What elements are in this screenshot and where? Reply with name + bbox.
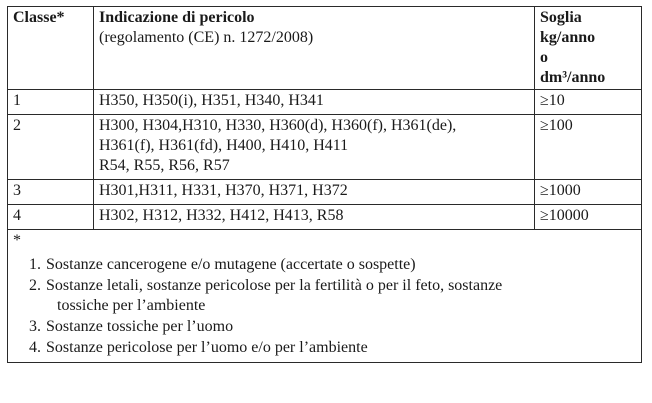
row-soglia: ≥10 <box>535 90 642 115</box>
hazard-code-line: H350, H350(i), H351, H340, H341 <box>99 92 324 109</box>
table-row <box>8 205 642 230</box>
table-row <box>8 90 642 115</box>
footnote-number: 4. <box>29 339 41 356</box>
header-indicazione <box>94 7 535 90</box>
footnote-item <box>13 276 637 316</box>
footnote-text: Sostanze pericolose per l’uomo e/o per l’ambiente <box>46 339 368 356</box>
footnote-text: Sostanze letali, sostanze pericolose per la fertilità o per il feto, sostanze <box>46 277 503 294</box>
row-classe: 3 <box>8 180 94 205</box>
row-hazard-codes <box>94 115 535 180</box>
row-soglia: ≥100 <box>535 115 642 180</box>
table-row <box>8 180 642 205</box>
footnote-number: 1. <box>29 256 41 273</box>
footnote-item <box>13 317 637 337</box>
footnote-number: 2. <box>29 277 41 294</box>
footnote-text-continuation: tossiche per l’ambiente <box>57 297 206 314</box>
footnotes-cell <box>8 230 642 363</box>
hazard-code-line: H361(f), H361(fd), H400, H410, H411 <box>99 137 349 154</box>
row-hazard-codes <box>94 90 535 115</box>
footnote-item <box>13 255 637 275</box>
header-soglia-line: o <box>540 49 548 66</box>
hazard-code-line: R54, R55, R56, R57 <box>99 157 230 174</box>
header-indicazione-title: Indicazione di pericolo <box>99 9 255 26</box>
row-classe: 2 <box>8 115 94 180</box>
footnote-list <box>13 255 637 358</box>
table-header-row <box>8 7 642 90</box>
row-hazard-codes <box>94 205 535 230</box>
footnote-text: Sostanze tossiche per l’uomo <box>46 318 234 335</box>
footnotes-row <box>8 230 642 363</box>
footnote-item <box>13 338 637 358</box>
row-classe: 1 <box>8 90 94 115</box>
header-soglia-line: Soglia <box>540 9 582 26</box>
hazard-threshold-table <box>7 6 642 363</box>
header-indicazione-regulation: (regolamento (CE) n. 1272/2008) <box>99 29 314 46</box>
hazard-code-line: H301,H311, H331, H370, H371, H372 <box>99 182 348 199</box>
row-soglia: ≥1000 <box>535 180 642 205</box>
table-row <box>8 115 642 180</box>
footnote-marker: * <box>13 232 21 249</box>
row-hazard-codes <box>94 180 535 205</box>
header-classe: Classe* <box>8 7 94 90</box>
header-soglia-line: dm³/anno <box>540 69 606 86</box>
hazard-code-line: H302, H312, H332, H412, H413, R58 <box>99 207 344 224</box>
row-classe: 4 <box>8 205 94 230</box>
footnote-text: Sostanze cancerogene e/o mutagene (accertate o sospette) <box>46 256 416 273</box>
row-soglia: ≥10000 <box>535 205 642 230</box>
hazard-code-line: H300, H304,H310, H330, H360(d), H360(f), H361(de), <box>99 117 457 134</box>
document-page <box>7 6 641 363</box>
footnote-number: 3. <box>29 318 41 335</box>
header-soglia <box>535 7 642 90</box>
header-soglia-line: kg/anno <box>540 29 596 46</box>
